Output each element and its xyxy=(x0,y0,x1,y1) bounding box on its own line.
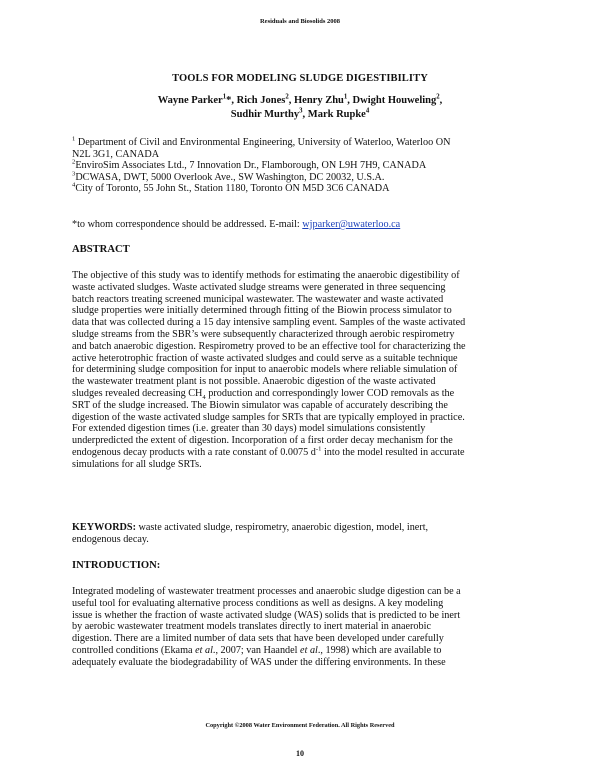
author-list: Wayne Parker$^1$*, Rich Jones$^2$, Henry Zhu$^1$, Dwight Houweling$^2$, Sudhir Murthy$^3$, Mark Rupke$^4$ xyxy=(157,93,443,120)
running-header: Residuals and Biosolids 2008 xyxy=(259,18,340,25)
author: Rich Jones$^2$ xyxy=(236,93,289,106)
paper-title: TOOLS FOR MODELING SLUDGE DIGESTIBILITY xyxy=(172,73,428,84)
introduction-heading: INTRODUCTION: xyxy=(72,560,161,571)
copyright-footer: Copyright ©2008 Water Environment Federation. All Rights Reserved xyxy=(205,722,395,729)
abstract-heading: ABSTRACT xyxy=(72,244,130,255)
keywords: KEYWORDS: waste activated sludge, respirometry, anaerobic digestion, model, inert, endogenous decay. xyxy=(72,522,429,545)
author: Wayne Parker$^1$* xyxy=(157,93,232,106)
introduction-body: Integrated modeling of wastewater treatment processes and anaerobic sludge digestion can be a useful tool for evaluating alternative process conditions as well as designs. A key modeling issue is whether the fraction of waste activated sludge (WAS) solids that is predicted to be inert by aerobic wastewater treatment models translates directly to inert material in anaerobic digestion. There are a limited number of data sets that have been developed under carefully controlled conditions (Ekama et al., 2007; van Haandel et al., 1998) which are available to adequately evaluate the biodegradability of WAS under the differing environments. In these xyxy=(72,586,461,668)
affiliation: $^4$City of Toronto, 55 John St., Station 1180, Toronto ON M5D 3C6 CANADA xyxy=(72,181,390,195)
affiliation: $^1$ Department of Civil and Environmental Engineering, University of Waterloo, Waterloo ON xyxy=(72,135,451,148)
affiliation-continued: N2L 3G1, CANADA xyxy=(72,148,160,160)
page-number: 10 xyxy=(296,749,304,758)
affiliations xyxy=(72,137,542,195)
correspondence-note: *to whom correspondence should be addressed. E-mail: wjparker@uwaterloo.ca xyxy=(72,219,401,230)
author: Dwight Houweling$^2$ xyxy=(352,93,440,106)
affiliation: $^2$EnviroSim Associates Ltd., 7 Innovation Dr., Flamborough, ON L9H 7H9, CANADA xyxy=(72,158,427,172)
author: Mark Rupke$^4$ xyxy=(307,107,370,120)
email-link[interactable]: wjparker@uwaterloo.ca xyxy=(302,219,401,230)
keywords-label: KEYWORDS: xyxy=(72,522,136,533)
abstract-body: The objective of this study was to identify methods for estimating the anaerobic digestibility of waste activated sludges. Waste activated sludge streams were generated in three sequencing batch reactors treating screened municipal wastewater. The wastewater and waste activated sludge properties were initially determined through fitting of the Biowin process simulator to data that was collected during a 15 day intensive sampling event. Samples of the waste activated sludge streams from the SBR’s were subsequently characterized through aerobic respirometry and batch anaerobic digestion. Respirometry proved to be an effective tool for characterizing the active heterotrophic fraction of waste activated sludges and could serve as a suitable technique for determining sludge composition for input to anaerobic models where reliable simulation of the wastewater treatment plant is not possible. Anaerobic digestion of the waste activated sludges revealed decreasing $CH_4$ production and correspondingly lower COD removals as the SRT of the sludge increased. The Biowin simulator was capable of accurately describing the digestion of the waste activated sludge samples for SRTs that are typically employed in practice. For extended digestion times (i.e. greater than 30 days) model simulations consistently underpredicted the extent of digestion. Incorporation of a first order decay mechanism for the endogenous decay products with a rate constant of 0.0075 $d^{-1}$ into the model resulted in accurate simulations for all sludge SRTs. xyxy=(72,270,466,470)
author: Henry Zhu$^1$ xyxy=(294,93,348,106)
author: Sudhir Murthy$^3$ xyxy=(230,107,303,120)
affiliation: $^3$DCWASA, DWT, 5000 Overlook Ave., SW Washington, DC 20032, U.S.A. xyxy=(72,170,385,183)
